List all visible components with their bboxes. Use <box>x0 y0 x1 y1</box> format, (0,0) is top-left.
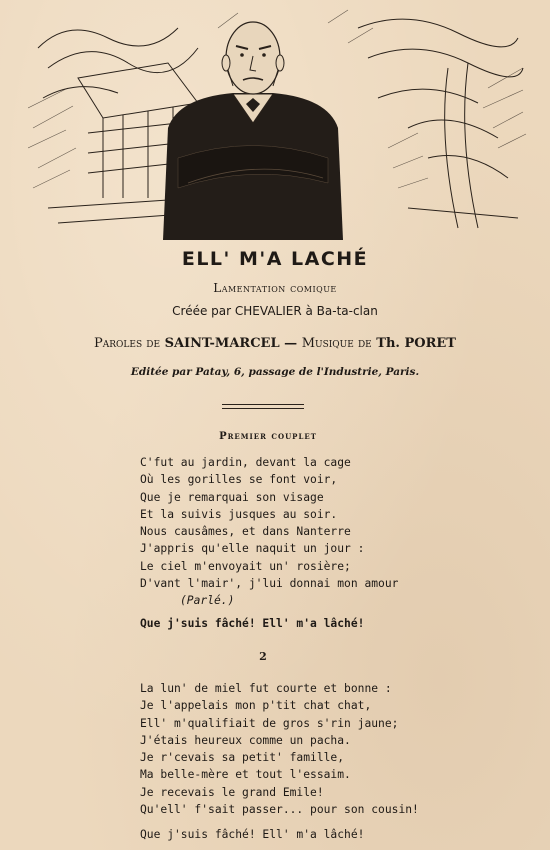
spoken-aside: (Parlé.) <box>180 594 235 608</box>
song-title: ELL' M'A LACHÉ <box>181 248 369 270</box>
verse-line: Nous causâmes, et dans Nanterre <box>140 525 351 539</box>
verse-line: C'fut au jardin, devant la cage <box>140 456 351 469</box>
verse-line: Qu'ell' f'sait passer... pour son cousin! <box>140 803 419 817</box>
verse-line: Ma belle-mère et tout l'essaim. <box>140 768 351 782</box>
credit-separator: — <box>284 336 298 351</box>
verse-line: Ell' m'qualifiait de gros s'rin jaune; <box>140 716 399 730</box>
verse-line: Et la suivis jusques au soir. <box>140 507 338 521</box>
verse-line: Où les gorilles se font voir, <box>140 473 338 487</box>
verse-line: D'vant l'mair', j'lui donnai mon amour <box>140 577 399 591</box>
verse-line: Je l'appelais mon p'tit chat chat, <box>140 699 372 713</box>
publisher-line: Editée par Patay, 6, passage de l'Industrie, Paris. <box>130 366 420 378</box>
section-divider <box>222 404 304 409</box>
couplet-1-stanza <box>140 454 540 632</box>
couplet-1-heading: Premier couplet <box>219 431 317 442</box>
authors-credit <box>0 336 550 351</box>
illustration-man-crossed-arms <box>28 8 528 240</box>
composer-name: Th. PORET <box>376 336 456 351</box>
verse-line: J'étais heureux comme un pacha. <box>140 733 351 747</box>
verse-line: Je r'cevais sa petit' famille, <box>140 751 345 765</box>
performer-credit: Créée par CHEVALIER à Ba-ta-clan <box>172 304 378 318</box>
refrain-line: Que j'suis fâché! Ell' m'a lâché! <box>140 616 365 630</box>
verse-line: J'appris qu'elle naquit un jour : <box>140 542 365 556</box>
lyrics-label: Paroles de <box>94 336 161 351</box>
verse-line: Je recevais le grand Emile! <box>140 785 324 799</box>
couplet-2-stanza <box>140 680 540 844</box>
music-label: Musique de <box>301 336 372 351</box>
verse-line: Que je remarquai son visage <box>140 490 324 504</box>
refrain-line: Que j'suis fâché! Ell' m'a lâché! <box>140 828 365 842</box>
verse-line: La lun' de miel fut courte et bonne : <box>140 682 392 695</box>
lyricist-name: SAINT-MARCEL <box>164 336 280 351</box>
couplet-2-number: 2 <box>259 650 267 663</box>
verse-line: Le ciel m'envoyait un' rosière; <box>140 559 351 573</box>
song-subtitle: Lamentation comique <box>213 281 337 295</box>
